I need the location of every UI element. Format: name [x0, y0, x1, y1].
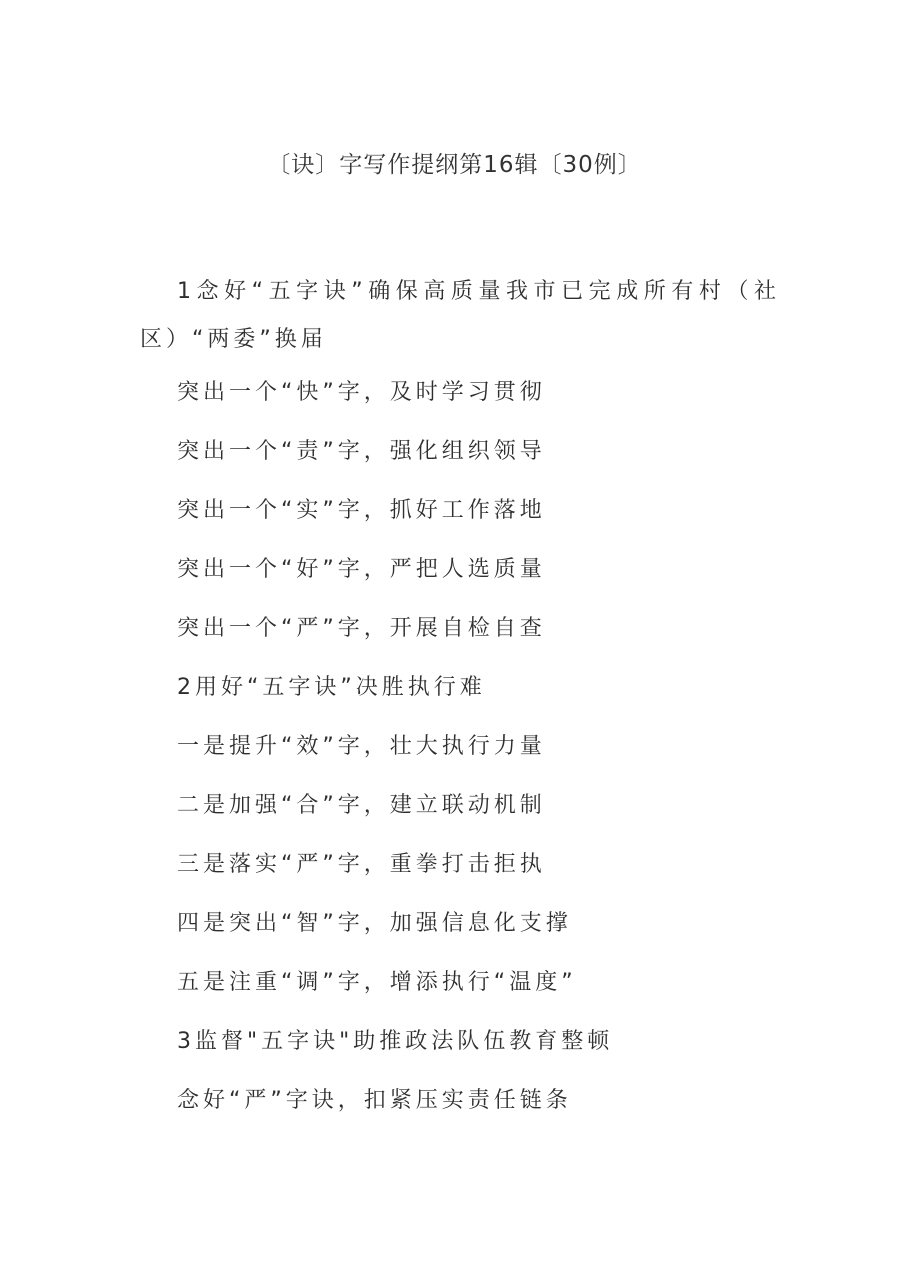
paragraph: 突出一个“实”字，抓好工作落地 — [177, 498, 546, 523]
paragraph: 突出一个“责”字，强化组织领导 — [177, 439, 546, 464]
paragraph: 突出一个“严”字，开展自检自查 — [177, 616, 546, 641]
paragraph: 突出一个“好”字，严把人选质量 — [177, 557, 546, 582]
paragraph: 突出一个“快”字，及时学习贯彻 — [177, 380, 546, 405]
paragraph: 2用好“五字诀”决胜执行难 — [177, 675, 486, 700]
paragraph: 二是加强“合”字，建立联动机制 — [177, 793, 546, 818]
paragraph: 五是注重“调”字，增添执行“温度” — [177, 970, 577, 995]
paragraph: 念好“严”字诀，扣紧压实责任链条 — [177, 1088, 572, 1113]
paragraph: 四是突出“智”字，加强信息化支撑 — [177, 911, 572, 936]
paragraph: 1念好“五字诀”确保高质量我市已完成所有村（社区）“两委”换届 — [140, 279, 780, 352]
document-body — [140, 268, 780, 1142]
paragraph: 一是提升“效”字，壮大执行力量 — [177, 734, 546, 759]
paragraph: 3监督"五字诀"助推政法队伍教育整顿 — [177, 1029, 614, 1054]
paragraph: 三是落实“严”字，重拳打击拒执 — [177, 852, 546, 877]
document-title: 〔诀〕字写作提纲第16辑〔30例〕 — [267, 152, 642, 178]
